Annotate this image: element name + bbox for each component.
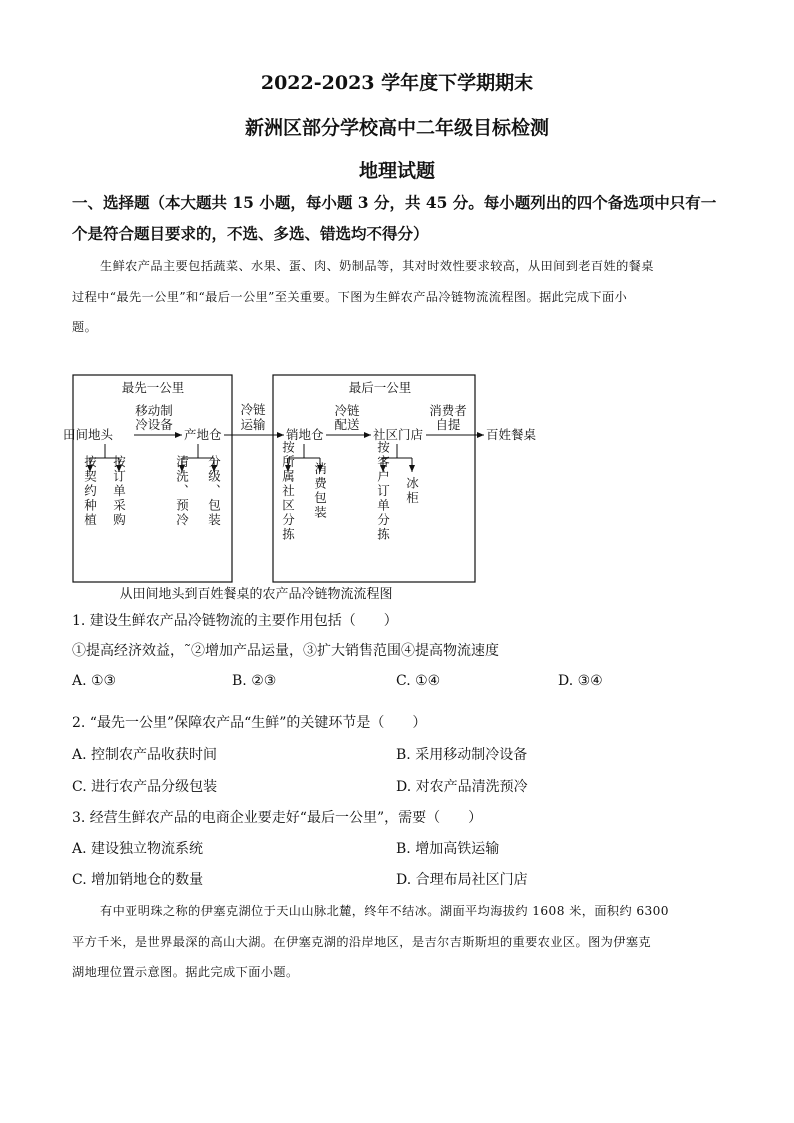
- label-grade-pack: 分级、包装: [206, 454, 222, 528]
- q3-option-c[interactable]: C. 增加销地仓的数量: [72, 872, 204, 888]
- cold-chain-flow-diagram: [60, 366, 560, 604]
- passage1-line2: 过程中“最先一公里”和“最后一公里”至关重要。下图为生鲜农产品冷链物流流程图。据此完成下面小: [72, 290, 628, 304]
- node-field: 田间地头: [63, 427, 114, 442]
- label-order-purchase: 按订单采购: [111, 454, 127, 528]
- exam-school-title: 新洲区部分学校高中二年级目标检测: [244, 117, 549, 139]
- label-consumer-pack: 消费包装: [312, 462, 328, 520]
- label-consumer-1: 消费者: [429, 403, 467, 418]
- label-freezer: 冰柜: [404, 476, 420, 506]
- section-heading-line1: 一、选择题（本大题共 15 小题，每小题 3 分，共 45 分。每小题列出的四个备选项中只有一: [72, 193, 717, 212]
- first-mile-title: 最先一公里: [121, 380, 185, 395]
- q1-option-a[interactable]: A. ①③: [72, 673, 117, 689]
- label-mobile-cool-1: 移动制: [135, 403, 173, 418]
- label-cold-transport-2: 运输: [240, 417, 266, 432]
- section-heading-line2: 个是符合题目要求的，不选、多选、错选均不得分）: [72, 224, 429, 243]
- q3-option-a[interactable]: A. 建设独立物流系统: [72, 841, 204, 857]
- last-mile-title: 最后一公里: [348, 380, 412, 395]
- q1-option-c[interactable]: C. ①④: [396, 673, 441, 689]
- node-community-store: 社区门店: [373, 427, 424, 442]
- q2-option-a[interactable]: A. 控制农产品收获时间: [72, 747, 218, 763]
- q2-option-d[interactable]: D. 对农产品清洗预冷: [396, 779, 528, 795]
- passage2-line1: 有中亚明珠之称的伊塞克湖位于天山山脉北麓，终年不结冰。湖面平均海拔约 1608 米，面积约 6300: [100, 904, 669, 918]
- node-dining-table: 百姓餐桌: [486, 427, 537, 442]
- passage2-line2: 平方千米，是世界最深的高山大湖。在伊塞克湖的沿岸地区，是吉尔吉斯斯坦的重要农业区。图为伊塞克: [72, 935, 652, 949]
- node-sales-warehouse: 销地仓: [286, 427, 324, 442]
- passage1-line1: 生鲜农产品主要包括蔬菜、水果、蛋、肉、奶制品等，其对时效性要求较高，从田间到老百姓的餐桌: [100, 259, 654, 273]
- q3-stem: 3. 经营生鲜农产品的电商企业要走好“最后一公里”，需要（ ）: [72, 810, 483, 826]
- label-contract-planting: 按契约种植: [82, 454, 98, 528]
- label-cold-delivery-1: 冷链: [334, 403, 360, 418]
- q1-statements: ①提高经济效益，˜②增加产品运量，③扩大销售范围④提高物流速度: [72, 643, 499, 659]
- diagram-caption: 从田间地头到百姓餐桌的农产品冷链物流流程图: [119, 587, 393, 602]
- label-cold-transport-1: 冷链: [240, 402, 266, 417]
- passage2-line3: 湖地理位置示意图。据此完成下面小题。: [72, 965, 299, 979]
- passage1-line3: 题。: [72, 320, 98, 334]
- q1-option-b[interactable]: B. ②③: [232, 673, 277, 689]
- q3-option-b[interactable]: B. 增加高铁运输: [396, 841, 500, 857]
- label-consumer-2: 自提: [435, 417, 461, 432]
- exam-subject-title: 地理试题: [358, 160, 435, 182]
- label-community-sort: 按所属社区分拣: [280, 440, 296, 542]
- q2-stem: 2. “最先一公里”保障农产品“生鲜”的关键环节是（ ）: [72, 715, 427, 731]
- label-cold-delivery-2: 配送: [334, 417, 360, 432]
- label-mobile-cool-2: 冷设备: [135, 417, 173, 432]
- q1-option-d[interactable]: D. ③④: [558, 673, 603, 689]
- node-origin-warehouse: 产地仓: [184, 427, 222, 442]
- label-wash-precool: 清洗、预冷: [174, 454, 190, 528]
- q1-stem: 1. 建设生鲜农产品冷链物流的主要作用包括（ ）: [72, 613, 398, 629]
- exam-year-title: 2022-2023 学年度下学期期末: [260, 72, 534, 94]
- label-customer-sort: 按客户订单分拣: [375, 440, 391, 542]
- q3-option-d[interactable]: D. 合理布局社区门店: [396, 872, 528, 888]
- q2-option-c[interactable]: C. 进行农产品分级包装: [72, 779, 218, 795]
- q2-option-b[interactable]: B. 采用移动制冷设备: [396, 747, 528, 763]
